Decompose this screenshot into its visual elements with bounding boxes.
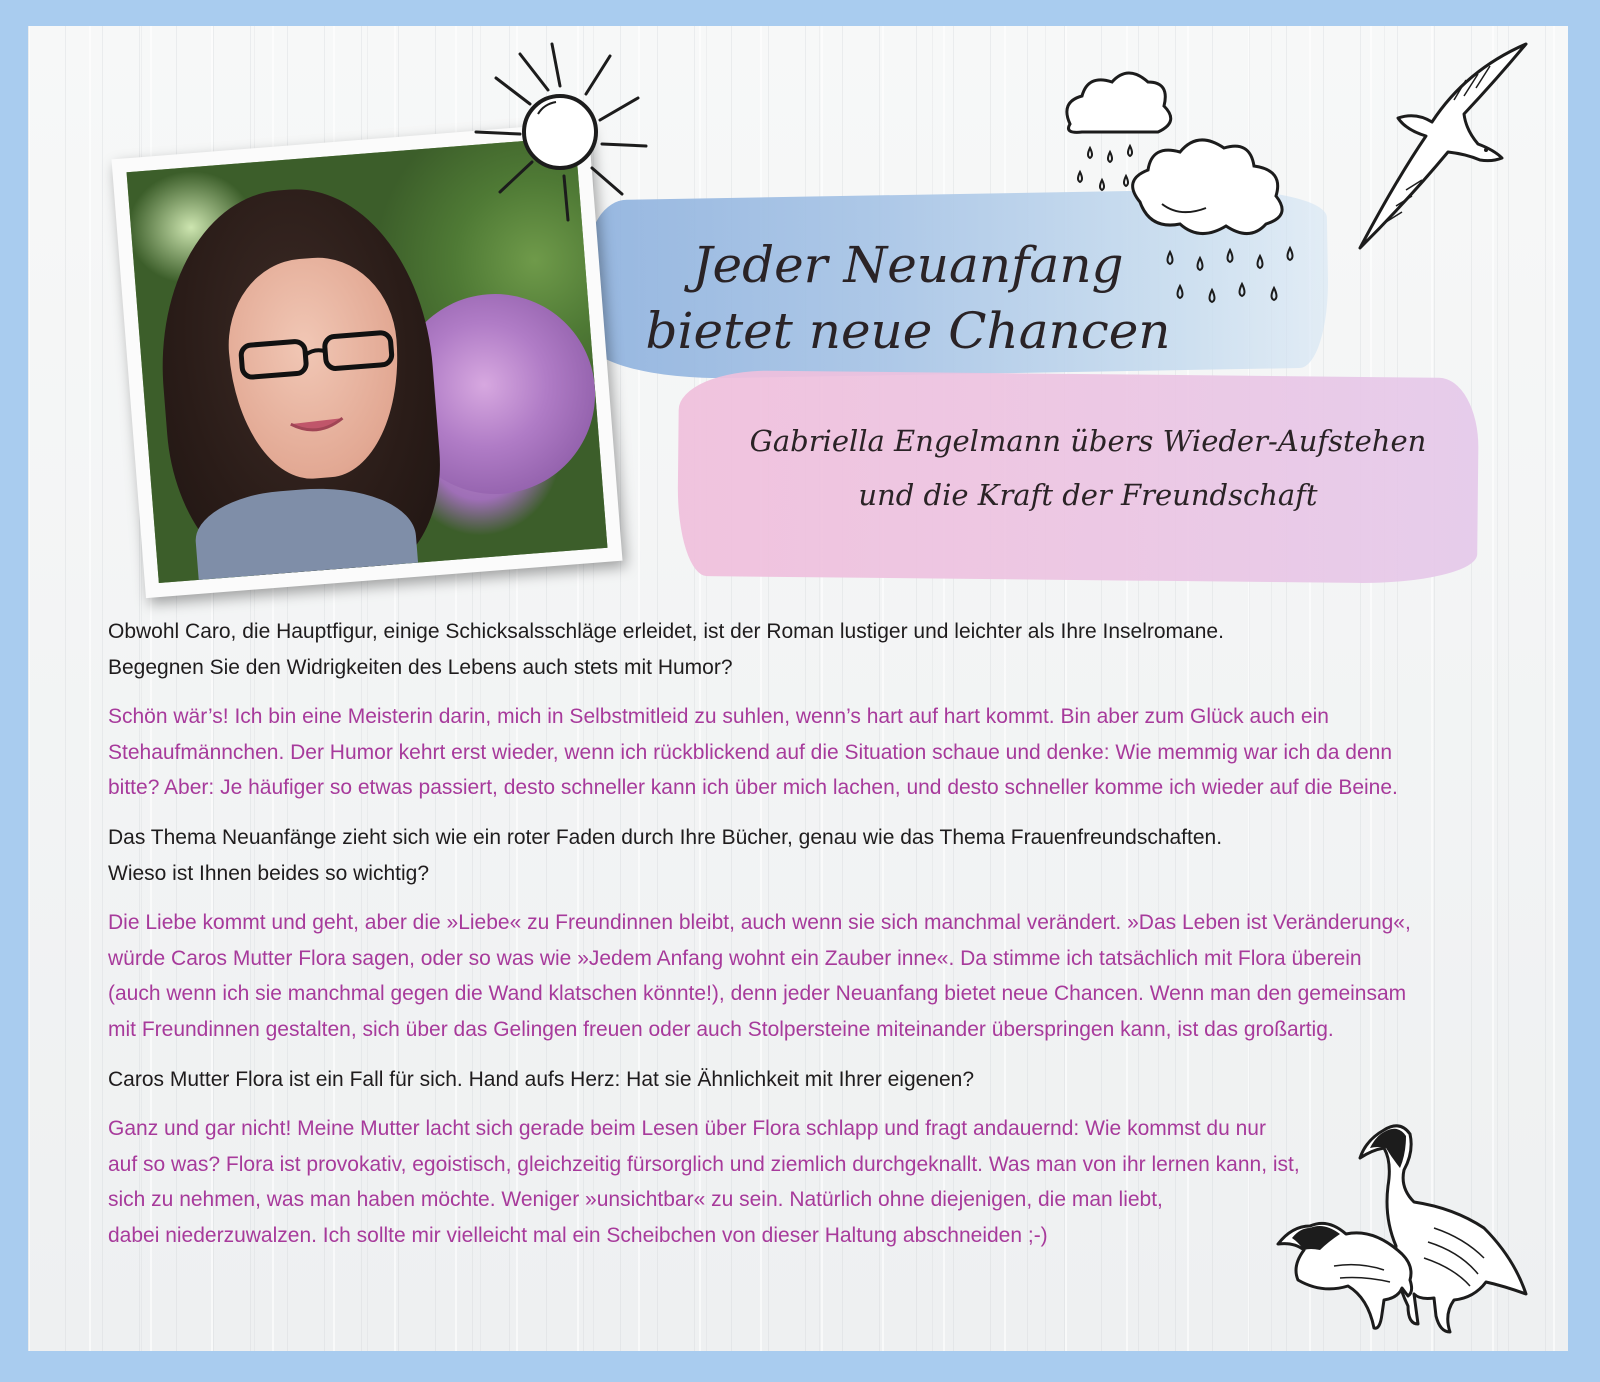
subtitle-line-2: und die Kraft der Freundschaft [858, 478, 1318, 512]
title-line-1: Jeder Neuanfang [692, 236, 1124, 294]
question-line: Das Thema Neuanfänge zieht sich wie ein roter Faden durch Ihre Bücher, genau wie das Thema Frauenfreundschaften. [108, 825, 1223, 849]
answer-line: dabei niederzuwalzen. Ich sollte mir vielleicht mal ein Scheibchen von dieser Haltung abschneiden ;-) [108, 1223, 1048, 1247]
question-2 [108, 820, 1528, 891]
answer-line: (auch wenn ich sie manchmal gegen die Wand klatschen könnte!), denn jeder Neuanfang bietet neue Chancen. Wenn man den gemeinsam [108, 982, 1407, 1006]
subtitle-line-1: Gabriella Engelmann übers Wieder-Aufstehen [749, 424, 1427, 458]
question-1 [108, 614, 1528, 685]
answer-3 [108, 1111, 1528, 1253]
question-3 [108, 1062, 1528, 1098]
answer-line: Die Liebe kommt und geht, aber die »Liebe« zu Freundinnen bleibt, auch wenn sie sich manchmal verändert. »Das Leben ist Veränderung«, [108, 911, 1411, 935]
question-line: Wieso ist Ihnen beides so wichtig? [108, 861, 429, 885]
magazine-page [28, 26, 1568, 1351]
answer-1 [108, 699, 1528, 806]
sun-icon [460, 34, 660, 224]
answer-line: bitte? Aber: Je häufiger so etwas passiert, desto schneller kann ich über mich lachen, und desto schneller komme ich wieder auf die Beine. [108, 776, 1398, 800]
answer-line: Ganz und gar nicht! Meine Mutter lacht sich gerade beim Lesen über Flora schlapp und fragt andauernd: Wie kommst du nur [108, 1117, 1266, 1141]
question-line: Caros Mutter Flora ist ein Fall für sich. Hand aufs Herz: Hat sie Ähnlichkeit mit Ihrer eigenen? [108, 1067, 975, 1091]
answer-2 [108, 905, 1528, 1047]
answer-line: sich zu nehmen, was man haben möchte. Weniger »unsichtbar« zu sein. Natürlich ohne diejenigen, die man liebt, [108, 1188, 1163, 1212]
answer-line: würde Caros Mutter Flora sagen, oder so was wie »Jedem Anfang wohnt ein Zauber inne«. Da stimme ich tatsächlich mit Flora überein [108, 946, 1362, 970]
title-line-2: bietet neue Chancen [645, 302, 1171, 360]
seagull-icon [1346, 40, 1542, 260]
answer-line: Schön wär’s! Ich bin eine Meisterin darin, mich in Selbstmitleid zu suhlen, wenn’s hart auf hart kommt. Bin aber zum Glück auch ein [108, 705, 1329, 729]
answer-line: auf so was? Flora ist provokativ, egoistisch, gleichzeitig fürsorglich und ziemlich durchgeknallt. Was man von ihr lernen kann, ist, [108, 1152, 1300, 1176]
interview-body [108, 614, 1528, 1254]
answer-line: mit Freundinnen gestalten, sich über das Gelingen freuen oder auch Stolpersteine miteinander überspringen kann, ist das großartig. [108, 1017, 1334, 1041]
page-subtitle [728, 414, 1448, 522]
smile-shape [286, 414, 348, 441]
rain-cloud-icon [1030, 52, 1330, 322]
answer-line: Stehaufmännchen. Der Humor kehrt erst wieder, wenn ich rückblickend auf die Situation schaue und denke: Wie memmig war ich da denn [108, 740, 1393, 764]
question-line: Begegnen Sie den Widrigkeiten des Lebens auch stets mit Humor? [108, 655, 733, 679]
question-line: Obwohl Caro, die Hauptfigur, einige Schicksalsschläge erleidet, ist der Roman lustiger und leichter als Ihre Inselromane. [108, 620, 1224, 643]
